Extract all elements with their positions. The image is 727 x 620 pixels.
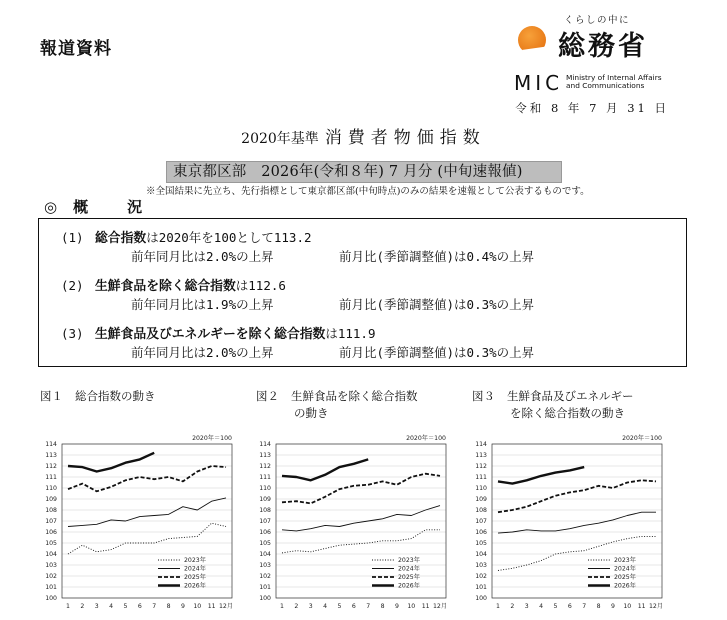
x-tick-label: 6 — [351, 603, 356, 610]
y-tick-label: 113 — [259, 452, 271, 459]
x-tick-label: 1 — [496, 603, 500, 610]
y-tick-label: 110 — [45, 485, 57, 492]
x-tick-label: 2 — [510, 603, 515, 610]
series-line-2024年 — [498, 512, 656, 533]
summary-item-2-headline: (2) 生鮮食品を除く総合指数は112.6 — [61, 278, 286, 294]
y-tick-label: 113 — [45, 452, 57, 459]
x-tick-label: 11 — [421, 603, 430, 610]
series-line-2025年 — [498, 480, 656, 512]
sun-logo-icon — [518, 26, 546, 54]
y-tick-label: 102 — [45, 573, 57, 580]
x-tick-label: 10 — [193, 603, 202, 610]
title-base-year: 2020年基準 — [241, 131, 319, 147]
x-tick-label: 4 — [323, 603, 328, 610]
legend-label: 2024年 — [614, 565, 636, 573]
report-label: 報道資料 — [40, 39, 112, 59]
y-tick-label: 114 — [475, 441, 487, 448]
y-tick-label: 112 — [475, 463, 487, 470]
series-line-2024年 — [282, 506, 440, 531]
subtitle-note: ※全国結果に先立ち、先行指標として東京都区部(中旬時点)のみの結果を速報として公表するものです。 — [146, 186, 590, 197]
overview-heading: ◎ 概 況 — [44, 198, 155, 216]
y-tick-label: 105 — [475, 540, 487, 547]
y-tick-label: 109 — [259, 496, 271, 503]
x-tick-label: 9 — [610, 603, 615, 610]
legend-label: 2025年 — [614, 574, 636, 581]
base-note: 2020年＝100 — [622, 435, 662, 442]
series-line-2026年 — [68, 453, 154, 472]
double-circle-icon: ◎ — [44, 198, 60, 216]
logo-ministry-name: 総務省 — [558, 31, 648, 62]
x-tick-label: 2 — [80, 603, 85, 610]
y-tick-label: 111 — [259, 474, 271, 481]
chart-2-svg — [250, 432, 450, 617]
x-tick-label: 3 — [524, 603, 529, 610]
legend-label: 2023年 — [184, 557, 206, 564]
subtitle-banner: 東京都区部 2026年(令和８年) 7 月分 (中旬速報値) — [166, 161, 562, 183]
legend-label: 2025年 — [398, 574, 420, 581]
x-tick-label: 5 — [123, 603, 128, 610]
chart-3-svg — [466, 432, 666, 617]
y-tick-label: 102 — [259, 573, 271, 580]
y-tick-label: 108 — [45, 507, 57, 514]
y-tick-label: 112 — [259, 463, 271, 470]
mic-english-name: Ministry of Internal Affairs and Communications — [566, 73, 662, 90]
x-tick-label: 4 — [539, 603, 544, 610]
x-tick-label: 6 — [137, 603, 142, 610]
y-tick-label: 111 — [45, 474, 57, 481]
summary-item-1-mom: 前月比(季節調整値)は0.4%の上昇 — [339, 249, 535, 264]
x-tick-label: 10 — [407, 603, 416, 610]
summary-item-2-yoy: 前年同月比は1.9%の上昇 — [131, 297, 274, 312]
y-tick-label: 107 — [45, 518, 57, 525]
y-tick-label: 106 — [45, 529, 57, 536]
summary-item-3-yoy: 前年同月比は2.0%の上昇 — [131, 345, 274, 360]
y-tick-label: 114 — [259, 441, 271, 448]
y-tick-label: 107 — [475, 518, 487, 525]
x-tick-label: 8 — [380, 603, 385, 610]
x-tick-label: 6 — [567, 603, 572, 610]
logo-tagline: くらしの中に — [564, 15, 631, 26]
y-tick-label: 112 — [45, 463, 57, 470]
x-tick-label: 7 — [152, 603, 157, 610]
x-tick-label: 5 — [553, 603, 558, 610]
x-tick-label: 4 — [109, 603, 114, 610]
series-line-2023年 — [282, 530, 440, 553]
x-tick-label: 2 — [294, 603, 299, 610]
legend-label: 2024年 — [184, 565, 206, 573]
series-line-2026年 — [498, 467, 584, 484]
summary-box — [38, 218, 687, 367]
series-line-2023年 — [68, 523, 226, 554]
series-line-2024年 — [68, 498, 226, 527]
legend-label: 2026年 — [398, 582, 420, 590]
y-tick-label: 101 — [259, 584, 271, 591]
figure-2-caption: 図２ 生鮮食品を除く総合指数 の動き — [256, 389, 418, 420]
document-title — [0, 123, 727, 148]
summary-item-3-headline: (3) 生鮮食品及びエネルギーを除く総合指数は111.9 — [61, 326, 376, 342]
x-tick-label: 12月 — [432, 603, 448, 610]
summary-item-1-yoy: 前年同月比は2.0%の上昇 — [131, 249, 274, 264]
y-tick-label: 101 — [475, 584, 487, 591]
x-tick-label: 11 — [637, 603, 646, 610]
x-tick-label: 8 — [166, 603, 171, 610]
legend-label: 2024年 — [398, 565, 420, 573]
y-tick-label: 110 — [475, 485, 487, 492]
x-tick-label: 8 — [596, 603, 601, 610]
x-tick-label: 11 — [207, 603, 216, 610]
y-tick-label: 104 — [259, 551, 271, 558]
legend-label: 2025年 — [184, 574, 206, 581]
figure-3-caption: 図３ 生鮮食品及びエネルギー を除く総合指数の動き — [472, 389, 634, 420]
mic-abbreviation: MIC — [514, 71, 564, 95]
legend-label: 2026年 — [184, 582, 206, 590]
y-tick-label: 104 — [475, 551, 487, 558]
mic-logo — [514, 10, 714, 76]
base-note: 2020年＝100 — [406, 435, 446, 442]
y-tick-label: 101 — [45, 584, 57, 591]
y-tick-label: 107 — [259, 518, 271, 525]
y-tick-label: 113 — [475, 452, 487, 459]
legend-label: 2026年 — [614, 582, 636, 590]
x-tick-label: 9 — [394, 603, 399, 610]
y-tick-label: 104 — [45, 551, 57, 558]
x-tick-label: 12月 — [218, 603, 234, 610]
summary-item-1-headline: (1) 総合指数は2020年を100として113.2 — [61, 230, 312, 246]
x-tick-label: 12月 — [648, 603, 664, 610]
x-tick-label: 3 — [94, 603, 99, 610]
y-tick-label: 108 — [475, 507, 487, 514]
y-tick-label: 110 — [259, 485, 271, 492]
y-tick-label: 108 — [259, 507, 271, 514]
legend-label: 2023年 — [398, 557, 420, 564]
y-tick-label: 114 — [45, 441, 57, 448]
y-tick-label: 103 — [45, 562, 57, 569]
y-tick-label: 102 — [475, 573, 487, 580]
summary-item-3-mom: 前月比(季節調整値)は0.3%の上昇 — [339, 345, 535, 360]
summary-item-2-mom: 前月比(季節調整値)は0.3%の上昇 — [339, 297, 535, 312]
chart-3 — [466, 432, 666, 617]
y-tick-label: 105 — [45, 540, 57, 547]
x-tick-label: 9 — [180, 603, 185, 610]
release-date: 令和 8 年 7 月 31 日 — [515, 101, 669, 115]
x-tick-label: 5 — [337, 603, 342, 610]
x-tick-label: 3 — [308, 603, 313, 610]
y-tick-label: 103 — [475, 562, 487, 569]
figure-1-caption: 図１ 総合指数の動き — [40, 389, 156, 403]
y-tick-label: 100 — [475, 595, 487, 602]
y-tick-label: 100 — [45, 595, 57, 602]
x-tick-label: 7 — [366, 603, 371, 610]
y-tick-label: 103 — [259, 562, 271, 569]
chart-1-svg — [36, 432, 236, 617]
base-note: 2020年＝100 — [192, 435, 232, 442]
y-tick-label: 106 — [475, 529, 487, 536]
title-main: 消費者物価指数 — [324, 128, 486, 148]
legend-label: 2023年 — [614, 557, 636, 564]
y-tick-label: 105 — [259, 540, 271, 547]
y-tick-label: 109 — [475, 496, 487, 503]
x-tick-label: 1 — [66, 603, 70, 610]
x-tick-label: 10 — [623, 603, 632, 610]
y-tick-label: 109 — [45, 496, 57, 503]
y-tick-label: 100 — [259, 595, 271, 602]
chart-1 — [36, 432, 236, 617]
x-tick-label: 1 — [280, 603, 284, 610]
y-tick-label: 106 — [259, 529, 271, 536]
y-tick-label: 111 — [475, 474, 487, 481]
chart-2 — [250, 432, 450, 617]
x-tick-label: 7 — [582, 603, 587, 610]
